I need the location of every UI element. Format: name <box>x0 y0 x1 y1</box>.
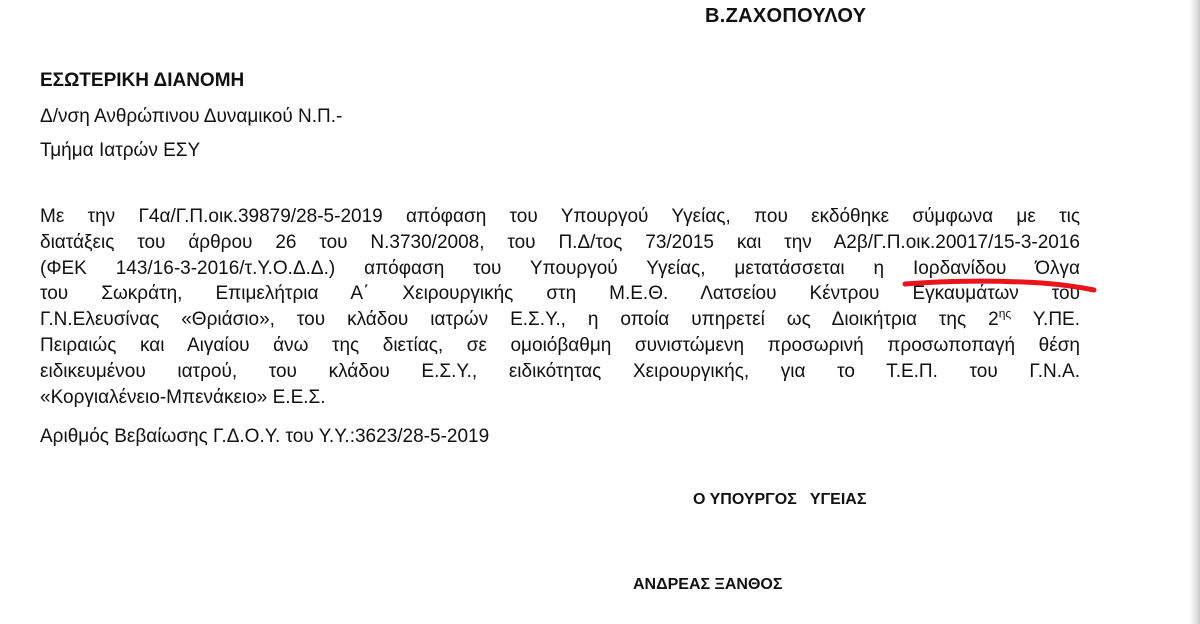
paragraph-line-6: Πειραιώς και Αιγαίου άνω της διετίας, σε ομοιόβαθμη συνιστώμενη προσωρινή προσωποπαγή θέση <box>40 334 1080 356</box>
distribution-line-directorate: Δ/νση Ανθρώπινου Δυναμικού Ν.Π.- <box>40 106 343 127</box>
paragraph-line-8: «Κοργιαλένειο-Μπενάκειο» Ε.Ε.Σ. <box>40 386 326 408</box>
certificate-number: Αριθμός Βεβαίωσης Γ.Δ.Ο.Υ. του Υ.Υ.:3623/28-5-2019 <box>40 426 490 447</box>
signature-title: Ο ΥΠΟΥΡΓΟΣ ΥΓΕΙΑΣ <box>693 491 867 508</box>
paragraph-line-1: Με την Γ4α/Γ.Π.οικ.39879/28-5-2019 απόφαση του Υπουργού Υγείας, που εκδόθηκε σύμφωνα με τις <box>40 206 1080 227</box>
paragraph-line-3: (ΦΕΚ 143/16-3-2016/τ.Υ.Ο.Δ.Δ.) απόφαση του Υπουργού Υγείας, μετατάσσεται η Ιορδανίδου Όλγα <box>40 257 1080 279</box>
internal-distribution-heading: ΕΣΩΤΕΡΙΚΗ ΔΙΑΝΟΜΗ <box>40 70 245 91</box>
paragraph-line-2: διατάξεις του άρθρου 26 του Ν.3730/2008, του Π.Δ/τος 73/2015 και την Α2β/Γ.Π.οικ.20017/15-3-2016 <box>40 231 1080 253</box>
ordinal-superscript: ης <box>998 306 1012 321</box>
paragraph-line-4-text: του Σωκράτη, Επιμελήτρια Α΄ Χειρουργικής στη Μ.Ε.Θ. Λατσείου Κέντρου Εγκαυμάτων του <box>40 283 1080 305</box>
signature-name: ΑΝΔΡΕΑΣ ΞΑΝΘΟΣ <box>633 576 783 593</box>
page-edge-shadow <box>1190 0 1200 624</box>
paragraph-line-5-text: Γ.Ν.Ελευσίνας «Θριάσιο», του κλάδου ιατρών Ε.Σ.Υ., η οποία υπηρετεί ως Διοικήτρια της 2 <box>40 309 999 331</box>
distribution-line-department: Τμήμα Ιατρών ΕΣΥ <box>40 140 201 161</box>
recipient-name: Β.ΖΑΧΟΠΟΥΛΟΥ <box>705 5 867 27</box>
paragraph-line-5 <box>40 307 1080 333</box>
decision-paragraph <box>40 204 1080 410</box>
paragraph-line-5-end: Υ.ΠΕ. <box>1011 309 1080 331</box>
paragraph-line-7: ειδικευμένου ιατρού, του κλάδου Ε.Σ.Υ., ειδικότητας Χειρουργικής, για το Τ.Ε.Π. του Γ.Ν.Α. <box>40 360 1080 382</box>
paragraph-line-4 <box>40 281 1080 307</box>
